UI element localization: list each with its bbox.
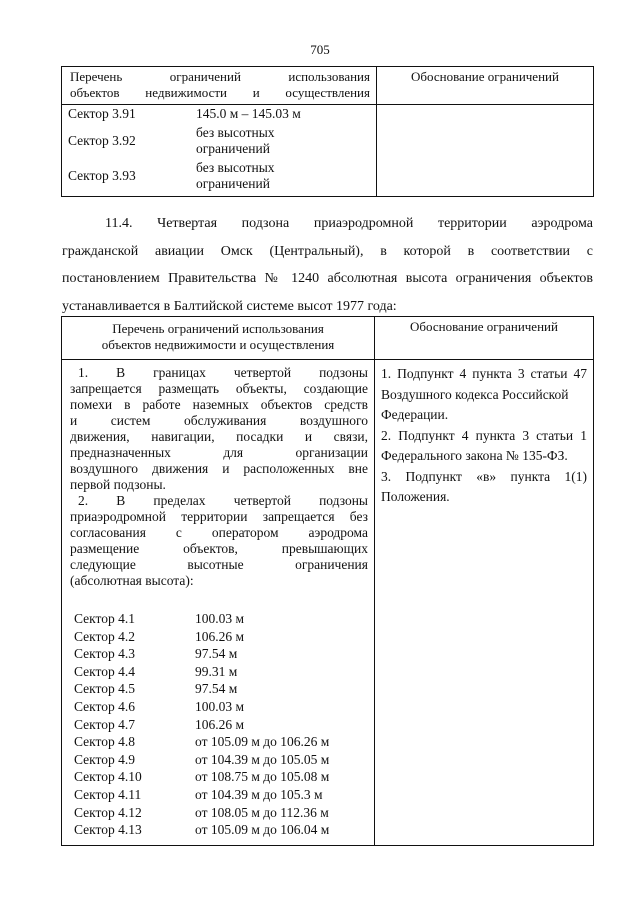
sector-value: от 104.39 м до 105.3 м [195,786,323,802]
basis-line: Воздушного кодекса Российской [381,386,569,402]
restrictions-cell [62,360,375,846]
sector-value: от 104.39 м до 105.05 м [195,751,330,767]
paragraph-line: устанавливается в Балтийской системе высот 1977 года: [62,298,397,314]
header-restrictions-list [62,317,375,360]
sector-row [68,106,370,122]
sector-list-cell [62,105,377,197]
text-line: предназначенных для организации [70,445,368,460]
text-line: размещение объектов, превышающих [70,541,368,556]
paragraph-line: гражданской авиации Омск (Центральный), в которой в соответствии с [62,243,593,259]
sector-name: Сектор 4.9 [74,751,136,767]
text-line: движения, навигации, посадки и связи, [70,429,368,444]
header-basis: Обоснование ограничений [377,67,594,105]
basis-cell [375,360,594,846]
sector-value: 106.26 м [195,628,245,644]
sector-name: Сектор 4.12 [74,804,142,820]
sector-row [74,768,368,786]
sector-name: Сектор 3.93 [68,168,136,183]
sector-value-line: без высотных [196,125,275,140]
sector-row [74,751,368,769]
header-line: объектов недвижимости и осуществления [101,337,335,352]
text-line: первой подзоны. [70,477,166,492]
page-number: 705 [310,42,330,57]
sector-row [74,786,368,804]
sector-name: Сектор 4.1 [74,611,136,626]
sector-value: от 105.09 м до 106.04 м [195,822,330,838]
paragraph-line: 11.4. Четвертая подзона приаэродромной территории аэродрома [105,216,593,231]
sector-value: от 108.05 м до 112.36 м [195,804,329,820]
basis-line: Федерального закона № 135-ФЗ. [381,448,568,463]
sector-name: Сектор 4.2 [74,628,136,644]
text-line: согласования с оператором аэродрома [70,525,368,540]
header-restrictions-list [62,67,377,105]
sector-row [74,610,368,628]
sector-row [74,645,368,663]
sector-value: 100.03 м [195,611,245,626]
sector-name: Сектор 4.3 [74,646,136,662]
sector-value [196,160,370,192]
basis-cell-empty [377,105,594,197]
sector-value-line: 145.0 м – 145.03 м [196,106,301,121]
sector-name: Сектор 4.7 [74,716,136,732]
sector-value: 106.26 м [195,716,245,732]
table-row [62,360,594,846]
sector-row [74,716,368,734]
sector-name: Сектор 4.4 [74,663,136,679]
table-header-row [62,67,594,105]
text-line: помехи в работе наземных объектов средств [70,397,368,412]
sector-name: Сектор 4.5 [74,681,136,697]
header-line: объектов недвижимости и осуществления [70,85,370,100]
sector-row [74,804,368,822]
sector-value: 97.54 м [195,646,238,662]
restriction-item-2 [70,493,368,589]
basis-line: 2. Подпункт 4 пункта 3 статьи 1 [381,427,587,443]
table-row [62,105,594,197]
text-line: (абсолютная высота): [70,573,194,588]
table-header-row [62,317,594,360]
text-line: воздушного движения и расположенных вне [70,461,368,476]
sector-height-list [70,610,368,839]
sector-name: Сектор 4.11 [74,786,142,802]
restriction-item-1 [70,365,368,493]
section-paragraph [62,210,593,320]
basis-line: 3. Подпункт «в» пункта 1(1) [381,468,587,484]
sector-name: Сектор 4.6 [74,698,136,714]
sector-row [74,698,368,716]
text-line: следующие высотные ограничения [70,557,368,572]
sector-row [74,733,368,751]
sector-value-line: ограничений [196,176,270,191]
sector-value [196,106,370,122]
sector-value-line: ограничений [196,141,270,156]
sector-row [74,628,368,646]
sector-row [74,680,368,698]
sector-name: Сектор 4.10 [74,769,142,785]
text-line: запрещается размещать объекты, создающие [70,381,368,396]
basis-line: 1. Подпункт 4 пункта 3 статьи 47 [381,366,587,381]
paragraph-line: постановлением Правительства № 1240 абсолютная высота ограничения объектов [62,271,593,286]
text-line: 1. В границах четвертой подзоны [78,365,368,380]
header-line: Перечень ограничений использования [112,321,324,336]
sector-value [196,125,370,157]
text-line: и систем обслуживания воздушного [70,413,368,428]
sector-name: Сектор 3.92 [68,133,136,148]
sector-row [68,160,370,192]
sector-value: 100.03 м [195,698,245,714]
sector-value: 99.31 м [195,663,238,679]
sector-row [74,821,368,839]
sector-value: 97.54 м [195,681,238,697]
fourth-subzone-restrictions-table [61,316,594,846]
sector-value: от 105.09 м до 106.26 м [195,734,330,750]
sector-row [68,125,370,157]
sector-value-line: без высотных [196,160,275,175]
header-line: Перечень ограничений использования [70,69,370,84]
sector-value: от 108.75 м до 105.08 м [195,769,330,785]
restrictions-table-continued [61,66,594,197]
text-line: приаэродромной территории запрещается без [70,509,368,524]
sector-name: Сектор 3.91 [68,106,136,121]
basis-line: Положения. [381,489,450,504]
text-line: 2. В пределах четвертой подзоны [78,493,368,508]
sector-name: Сектор 4.13 [74,822,142,838]
header-basis: Обоснование ограничений [375,317,594,360]
sector-name: Сектор 4.8 [74,734,136,750]
sector-row [74,663,368,681]
basis-line: Федерации. [381,407,449,422]
